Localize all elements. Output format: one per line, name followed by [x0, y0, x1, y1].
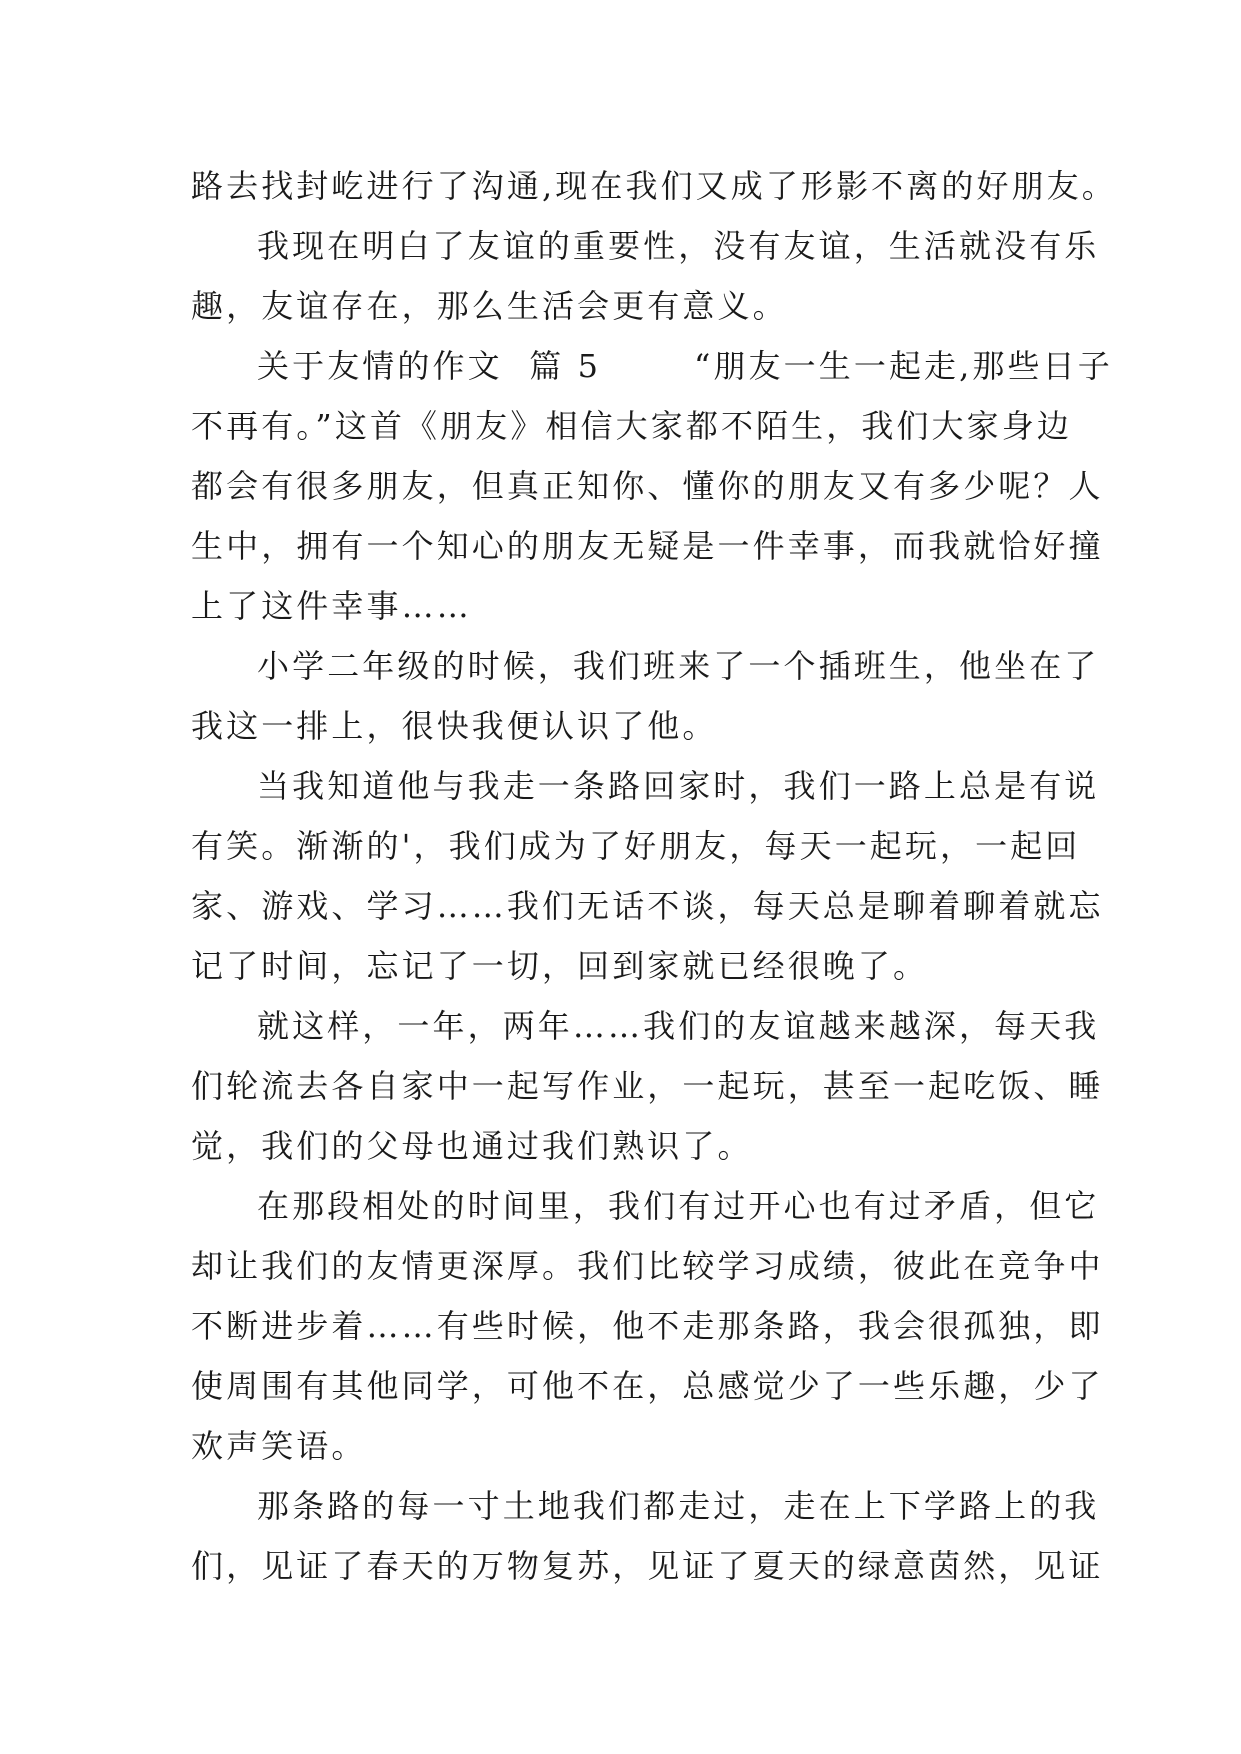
text-line: 有笑。渐渐的'，我们成为了好朋友，每天一起玩，一起回: [191, 827, 1081, 865]
paragraph-first-line: 当我知道他与我走一条路回家时，我们一路上总是有说: [257, 767, 1100, 805]
text-line: 记了时间，忘记了一切，回到家就已经很晚了。: [191, 947, 929, 985]
text-line: 不断进步着……有些时候，他不走那条路，我会很孤独，即: [191, 1307, 1104, 1345]
text-line: 我这一排上，很快我便认识了他。: [191, 707, 718, 745]
text-line: 家、游戏、学习……我们无话不谈，每天总是聊着聊着就忘: [191, 887, 1104, 925]
paragraph-first-line: 小学二年级的时候，我们班来了一个插班生，他坐在了: [257, 647, 1100, 685]
paragraph-first-line: 在那段相处的时间里，我们有过开心也有过矛盾，但它: [257, 1187, 1100, 1225]
text-line: 觉，我们的父母也通过我们熟识了。: [191, 1127, 753, 1165]
text-line: 趣，友谊存在，那么生活会更有意义。: [191, 287, 788, 325]
text-line: 却让我们的友情更深厚。我们比较学习成绩，彼此在竞争中: [191, 1247, 1104, 1285]
text-line: 们，见证了春天的万物复苏，见证了夏天的绿意茵然，见证: [191, 1547, 1104, 1585]
paragraph-first-line: 就这样，一年，两年……我们的友谊越来越深，每天我: [257, 1007, 1100, 1045]
section-heading-line: 关于友情的作文 篇 5 “朋友一生一起走,那些日子: [257, 347, 1113, 385]
text-line: 上了这件幸事……: [191, 587, 472, 625]
text-line: 们轮流去各自家中一起写作业，一起玩，甚至一起吃饭、睡: [191, 1067, 1104, 1105]
text-line: 都会有很多朋友，但真正知你、懂你的朋友又有多少呢？人: [191, 467, 1104, 505]
paragraph-first-line: 那条路的每一寸土地我们都走过，走在上下学路上的我: [257, 1487, 1100, 1525]
text-line: 生中，拥有一个知心的朋友无疑是一件幸事，而我就恰好撞: [191, 527, 1104, 565]
text-line: 使周围有其他同学，可他不在，总感觉少了一些乐趣，少了: [191, 1367, 1104, 1405]
text-line: 欢声笑语。: [191, 1427, 367, 1465]
text-line: 不再有。”这首《朋友》相信大家都不陌生，我们大家身边: [191, 407, 1072, 445]
paragraph-first-line: 我现在明白了友谊的重要性，没有友谊，生活就没有乐: [257, 227, 1100, 265]
text-line: 路去找封屹进行了沟通,现在我们又成了形影不离的好朋友。: [191, 167, 1117, 205]
